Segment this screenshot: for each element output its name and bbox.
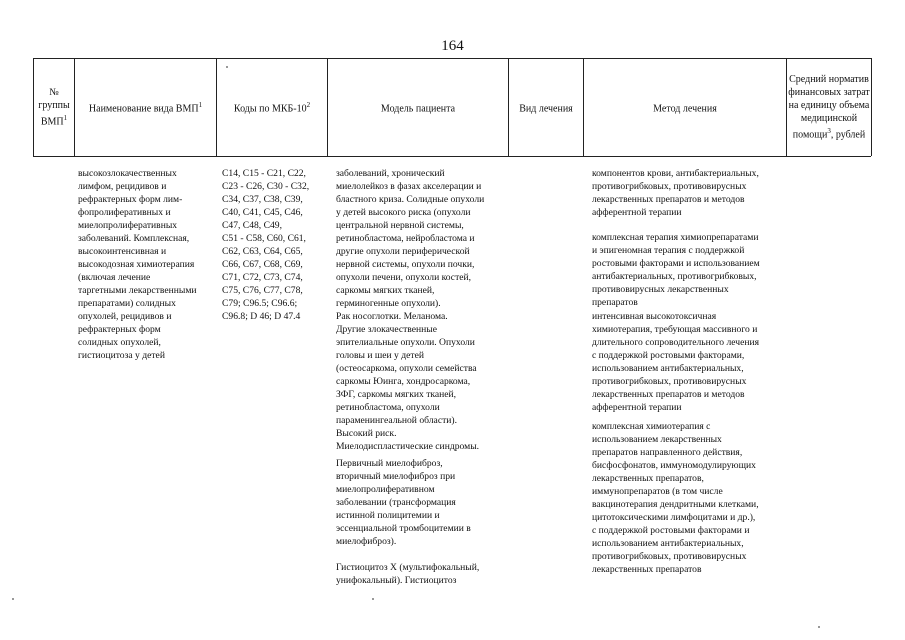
patient-model-block: Гистиоцитоз X (мультифокальный, унифокальный). Гистиоцитоз	[336, 562, 480, 586]
icd-codes-text: C14, C15 - C21, C22, C23 - C26, C30 - C32, C34, C37, C38, C39, C40, C41, C45, C46, C47, C48, C49, C51 - C58, C60, C61, C62, C63, C64, C65, C66, C67, C68, C69, C71, C72, C73, C74, C75, C76, C77, C78, C79; C96.5; C96.6; C96.8; D 46; D 47.4	[222, 168, 310, 322]
scan-speck	[12, 598, 14, 600]
treatment-method-block: интенсивная высокотоксичная химиотерапия, требующая массивного и длительного сопроводительного лечения с поддержкой ростовыми факторами, использованием антибактериальных, противогрибковых, противовирусных лекарственных препаратов и методов афферентной терапии	[592, 311, 760, 413]
header-vmp-name: Наименование вида ВМП$^1$	[88, 100, 203, 115]
vmp-name-text: высокозлокачественных лимфом, рецидивов и рефрактерных форм лим- фопролиферативных и миелопролиферативных заболеваний. Комплексная, высокоинтенсивная и высокодозная химиотерапия (включая лечение таргетными лекарственными препаратами) солидных опухолей, рецидивов и рефрактерных форм солидных опухолей, гистиоцитоза у детей	[78, 168, 197, 361]
patient-model-block: Первичный миелофиброз, вторичный миелофиброз при миелопролиферативном заболевании (трансформация истинной полицитемии и эссенциальной тромбоцитемии в миелофиброз).	[336, 458, 471, 547]
page-number: 164	[441, 38, 464, 54]
column-divider	[871, 58, 872, 156]
treatment-method-block: компонентов крови, антибактериальных, противогрибковых, противовирусных лекарственных препаратов и методов афферентной терапии	[592, 168, 759, 218]
header-patient-model: Модель пациента	[380, 103, 456, 115]
column-divider	[786, 58, 787, 156]
column-divider	[33, 58, 34, 156]
header-cost-norm: Средний норматив финансовых затрат на единицу объема медицинской помощи$^3$, рублей	[788, 73, 870, 141]
treatment-method-block: комплексная химиотерапия с использованием лекарственных препаратов направленного действия, бисфосфонатов, иммуномодулирующих лекарственных препаратов, иммунопрепаратов (в том числе вакцинотерапия дендритными клетками, цитотоксическими лимфоцитами и др.), с поддержкой ростовыми факторами и использованием антибактериальных, противогрибковых, противовирусных лекарственных препаратов	[592, 421, 759, 575]
scan-speck	[226, 66, 228, 68]
header-treatment-type: Вид лечения	[519, 103, 573, 115]
column-divider	[216, 58, 217, 156]
header-group-number: № группы ВМП$^1$	[38, 86, 70, 128]
header-icd-codes: Коды по МКБ-$10^2$	[233, 100, 311, 115]
scan-speck	[818, 626, 820, 628]
column-divider	[508, 58, 509, 156]
column-divider	[583, 58, 584, 156]
patient-model-block: заболеваний, хронический миелолейкоз в фазах акселерации и бластного криза. Солидные опухоли у детей высокого риска (опухоли центральной нервной системы, ретинобластома, нейробластома и другие опухоли периферической нервной системы, опухоли почки, опухоли печени, опухоли костей, саркомы мягких тканей, герминогенные опухоли). Рак носоглотки. Меланома. Другие злокачественные эпителиальные опухоли. Опухоли головы и шеи у детей (остеосаркома, опухоли семейства саркомы Юинга, хондросаркома, ЗФГ, саркомы мягких тканей, ретинобластома, опухоли параменингеальной области). Высокий риск. Миелодиспластические синдромы.	[336, 168, 485, 452]
column-divider	[74, 58, 75, 156]
header-treatment-method: Метод лечения	[653, 103, 717, 115]
treatment-method-block: комплексная терапия химиопрепаратами и эпигеномная терапия с поддержкой ростовыми факторами и использованием антибактериальных, противогрибковых, противовирусных лекарственных препаратов	[592, 232, 760, 308]
header-bottom-rule	[33, 156, 871, 157]
scan-speck	[372, 598, 374, 600]
column-divider	[327, 58, 328, 156]
